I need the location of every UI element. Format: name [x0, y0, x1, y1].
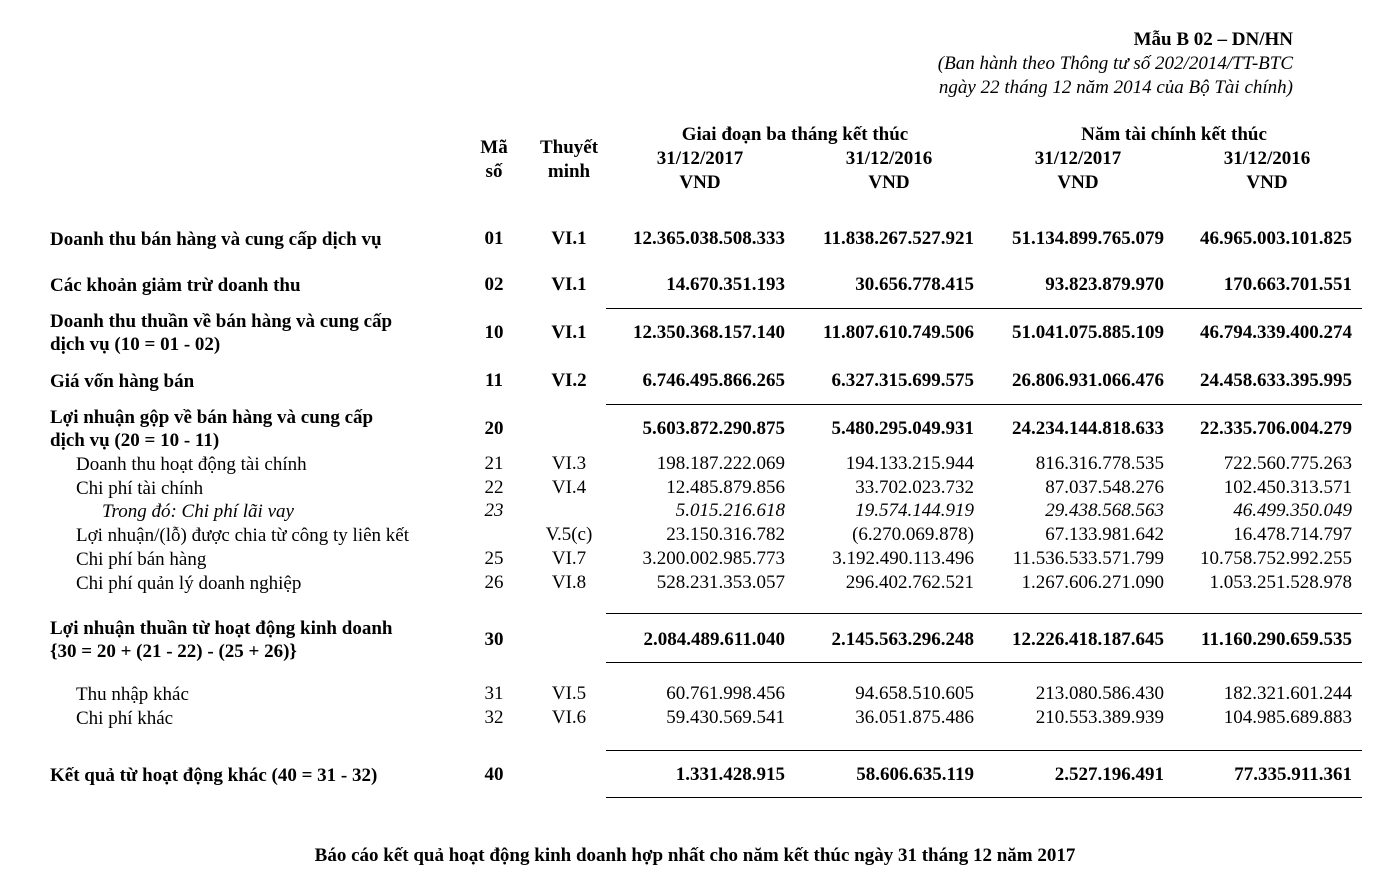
period-date: 31/12/2016 — [1223, 148, 1311, 169]
period-header-y2016 — [1177, 147, 1357, 195]
row-value: 67.133.981.642 — [1045, 524, 1164, 545]
row-value: 2.527.196.491 — [1054, 764, 1164, 785]
row-value: 33.702.023.732 — [855, 477, 974, 498]
row-value: 528.231.353.057 — [656, 572, 785, 593]
note-header-line1: Thuyết — [539, 137, 599, 158]
row-value: 104.985.689.883 — [1223, 707, 1352, 728]
form-code: Mẫu B 02 – DN/HN — [1133, 29, 1293, 50]
period-unit: VND — [1246, 172, 1288, 193]
row-note: VI.1 — [551, 274, 587, 295]
year-group-header: Năm tài chính kết thúc — [1081, 124, 1267, 145]
row-value: 24.458.633.395.995 — [1200, 370, 1352, 391]
row-value: 11.838.267.527.921 — [823, 228, 974, 249]
row-label — [50, 617, 392, 663]
row-value: 14.670.351.193 — [666, 274, 785, 295]
row-label: Chi phí bán hàng — [76, 549, 207, 570]
row-code: 02 — [484, 274, 504, 295]
row-code: 40 — [484, 764, 504, 785]
row-note: VI.1 — [551, 228, 587, 249]
row-value: 296.402.762.521 — [845, 572, 974, 593]
row-value: 30.656.778.415 — [855, 274, 974, 295]
row-label: Giá vốn hàng bán — [50, 371, 195, 392]
row-code: 30 — [484, 629, 504, 650]
period-unit: VND — [1057, 172, 1099, 193]
subtotal-rule — [606, 308, 1362, 309]
period-header-q2016 — [799, 147, 979, 195]
row-code: 32 — [484, 707, 504, 728]
row-value: 93.823.879.970 — [1045, 274, 1164, 295]
document-caption: Báo cáo kết quả hoạt động kinh doanh hợp nhất cho năm kết thúc ngày 31 tháng 12 năm 2017 — [314, 845, 1076, 866]
subtotal-rule — [606, 750, 1362, 751]
row-value: 60.761.998.456 — [666, 683, 785, 704]
row-value: 10.758.752.992.255 — [1200, 548, 1352, 569]
row-value: 12.365.038.508.333 — [633, 228, 785, 249]
row-value: 3.200.002.985.773 — [642, 548, 785, 569]
row-note: VI.6 — [551, 707, 587, 728]
row-label: Kết quả từ hoạt động khác (40 = 31 - 32) — [50, 765, 378, 786]
row-label: Doanh thu bán hàng và cung cấp dịch vụ — [50, 229, 382, 250]
row-value: 87.037.548.276 — [1045, 477, 1164, 498]
issued-by-line2: ngày 22 tháng 12 năm 2014 của Bộ Tài chính) — [938, 77, 1293, 98]
row-value: 16.478.714.797 — [1233, 524, 1352, 545]
row-value: 1.331.428.915 — [675, 764, 785, 785]
row-value: 5.015.216.618 — [675, 500, 785, 521]
row-value: 22.335.706.004.279 — [1200, 418, 1352, 439]
row-value: 59.430.569.541 — [666, 707, 785, 728]
note-column-header — [535, 136, 603, 184]
row-label: Chi phí khác — [76, 708, 174, 729]
period-date: 31/12/2017 — [656, 148, 744, 169]
row-value: 5.480.295.049.931 — [831, 418, 974, 439]
row-value: 1.053.251.528.978 — [1209, 572, 1352, 593]
row-value: 722.560.775.263 — [1223, 453, 1352, 474]
period-date: 31/12/2017 — [1034, 148, 1122, 169]
row-note: VI.2 — [551, 370, 587, 391]
row-label: Doanh thu hoạt động tài chính — [76, 454, 307, 475]
row-code: 01 — [484, 228, 504, 249]
row-label: Trong đó: Chi phí lãi vay — [102, 501, 294, 522]
row-value: 102.450.313.571 — [1223, 477, 1352, 498]
row-note: VI.7 — [551, 548, 587, 569]
row-value: 198.187.222.069 — [656, 453, 785, 474]
row-value: 5.603.872.290.875 — [642, 418, 785, 439]
row-value: 194.133.215.944 — [845, 453, 974, 474]
row-label: Các khoản giảm trừ doanh thu — [50, 275, 301, 296]
row-code: 20 — [484, 418, 504, 439]
row-value: 12.226.418.187.645 — [1012, 629, 1164, 650]
row-value: 12.485.879.856 — [666, 477, 785, 498]
row-note: VI.1 — [551, 322, 587, 343]
row-label: Chi phí tài chính — [76, 478, 204, 499]
row-value: 26.806.931.066.476 — [1012, 370, 1164, 391]
row-note: VI.4 — [551, 477, 587, 498]
row-value: 3.192.490.113.496 — [832, 548, 974, 569]
row-label: Chi phí quản lý doanh nghiệp — [76, 573, 302, 594]
code-header-line1: Mã — [480, 137, 508, 158]
row-label: Thu nhập khác — [76, 684, 189, 705]
row-value: 213.080.586.430 — [1035, 683, 1164, 704]
row-value: 19.574.144.919 — [855, 500, 974, 521]
row-value: 58.606.635.119 — [856, 764, 974, 785]
period-header-q2017 — [610, 147, 790, 195]
row-value: 46.965.003.101.825 — [1200, 228, 1352, 249]
row-value: 11.536.533.571.799 — [1012, 548, 1164, 569]
period-unit: VND — [868, 172, 910, 193]
row-value: 29.438.568.563 — [1045, 500, 1164, 521]
row-label-line1: Doanh thu thuần về bán hàng và cung cấp — [50, 311, 393, 332]
row-value: 2.084.489.611.040 — [643, 629, 785, 650]
row-value: 24.234.144.818.633 — [1012, 418, 1164, 439]
row-label-line1: Lợi nhuận gộp về bán hàng và cung cấp — [50, 407, 374, 428]
issued-by-line1: (Ban hành theo Thông tư số 202/2014/TT-BTC — [937, 53, 1293, 74]
row-value: 51.134.899.765.079 — [1012, 228, 1164, 249]
row-value: 182.321.601.244 — [1223, 683, 1352, 704]
row-label — [50, 310, 392, 356]
subtotal-rule — [606, 662, 1362, 663]
row-value: 23.150.316.782 — [666, 524, 785, 545]
row-note: VI.5 — [551, 683, 587, 704]
row-value: 12.350.368.157.140 — [633, 322, 785, 343]
row-note: VI.8 — [551, 572, 587, 593]
row-value: 11.160.290.659.535 — [1201, 629, 1352, 650]
period-unit: VND — [679, 172, 721, 193]
row-code: 11 — [485, 370, 503, 391]
row-code: 22 — [484, 477, 504, 498]
row-value: 36.051.875.486 — [855, 707, 974, 728]
row-code: 25 — [484, 548, 504, 569]
row-value: 46.499.350.049 — [1233, 500, 1352, 521]
row-code: 10 — [484, 322, 504, 343]
code-header-line2: số — [485, 161, 503, 182]
total-rule — [606, 797, 1362, 798]
row-value: 170.663.701.551 — [1223, 274, 1352, 295]
row-label-line2: dịch vụ (10 = 01 - 02) — [50, 334, 221, 355]
subtotal-rule — [606, 613, 1362, 614]
row-value: 6.327.315.699.575 — [831, 370, 974, 391]
row-value: 94.658.510.605 — [855, 683, 974, 704]
row-code: 23 — [484, 500, 504, 521]
code-column-header — [474, 136, 514, 184]
row-value: 77.335.911.361 — [1234, 764, 1352, 785]
row-note: VI.3 — [551, 453, 587, 474]
row-code: 31 — [484, 683, 504, 704]
row-code: 21 — [484, 453, 504, 474]
row-label-line2: {30 = 20 + (21 - 22) - (25 + 26)} — [50, 641, 297, 662]
note-header-line2: minh — [547, 161, 591, 182]
row-value: 51.041.075.885.109 — [1012, 322, 1164, 343]
row-value: 1.267.606.271.090 — [1021, 572, 1164, 593]
row-value: 46.794.339.400.274 — [1200, 322, 1352, 343]
row-value: 6.746.495.866.265 — [642, 370, 785, 391]
row-value: (6.270.069.878) — [852, 524, 974, 545]
row-value: 2.145.563.296.248 — [831, 629, 974, 650]
subtotal-rule — [606, 404, 1362, 405]
row-label — [50, 406, 373, 452]
row-value: 210.553.389.939 — [1035, 707, 1164, 728]
period-date: 31/12/2016 — [845, 148, 933, 169]
row-label: Lợi nhuận/(lỗ) được chia từ công ty liên kết — [76, 525, 409, 546]
row-note: V.5(c) — [545, 524, 593, 545]
period-header-y2017 — [988, 147, 1168, 195]
row-code: 26 — [484, 572, 504, 593]
row-value: 816.316.778.535 — [1035, 453, 1164, 474]
quarter-group-header: Giai đoạn ba tháng kết thúc — [681, 124, 909, 145]
row-value: 11.807.610.749.506 — [823, 322, 974, 343]
row-label-line2: dịch vụ (20 = 10 - 11) — [50, 430, 220, 451]
row-label-line1: Lợi nhuận thuần từ hoạt động kinh doanh — [50, 618, 393, 639]
